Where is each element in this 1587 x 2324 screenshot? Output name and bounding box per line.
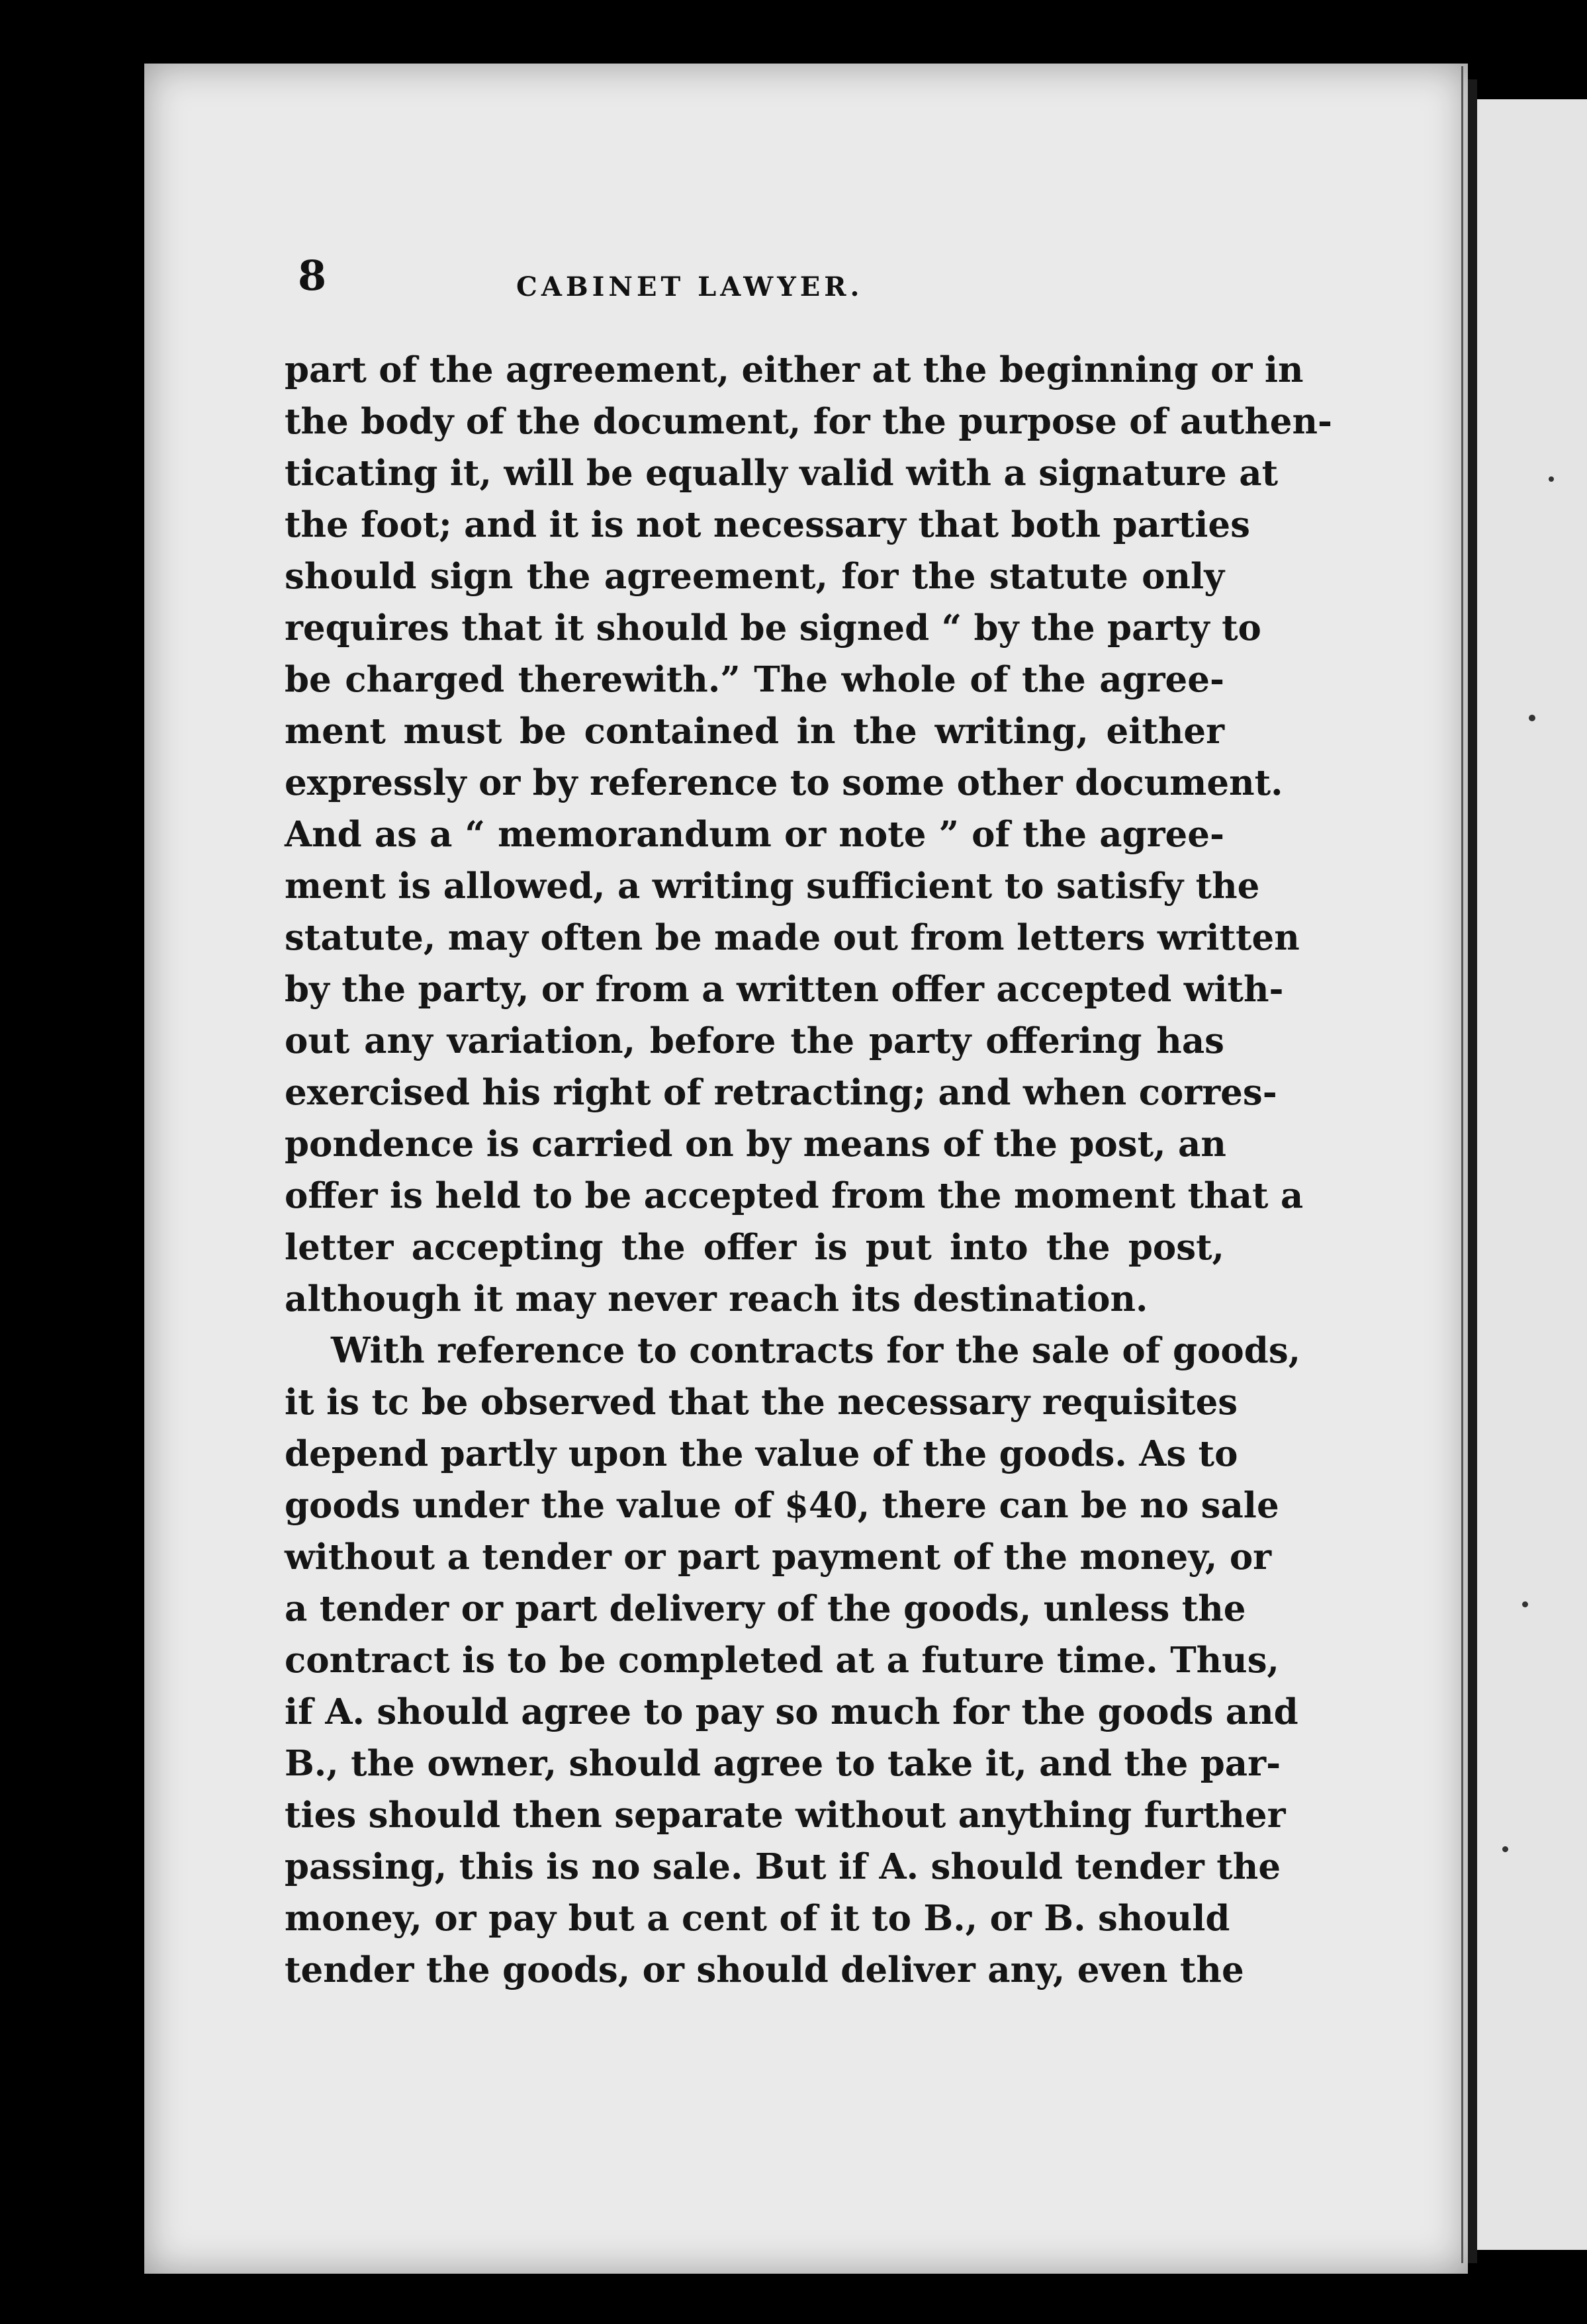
text-line: should sign the agreement, for the statute only bbox=[285, 556, 1224, 597]
text-line: pondence is carried on by means of the post, an bbox=[285, 1124, 1226, 1165]
text-line: ticating it, will be equally valid with a signature at bbox=[285, 453, 1279, 494]
text-line: B., the owner, should agree to take it, and the par- bbox=[285, 1743, 1281, 1784]
page-gutter-edge bbox=[1468, 79, 1477, 2263]
text-line: And as a “ memorandum or note ” of the agree- bbox=[285, 814, 1224, 855]
text-line: the body of the document, for the purpose of authen- bbox=[285, 401, 1333, 442]
text-line: the foot; and it is not necessary that both parties bbox=[285, 504, 1250, 545]
text-line: statute, may often be made out from letters written bbox=[285, 917, 1300, 958]
text-line: depend partly upon the value of the goods. As to bbox=[285, 1433, 1238, 1474]
running-head: CABINET LAWYER. bbox=[516, 271, 864, 302]
text-line: contract is to be completed at a future time. Thus, bbox=[285, 1640, 1279, 1681]
text-line: part of the agreement, either at the beginning or in bbox=[285, 349, 1304, 390]
text-line: if A. should agree to pay so much for the goods and bbox=[285, 1691, 1298, 1732]
text-line: exercised his right of retracting; and when corres- bbox=[285, 1072, 1277, 1113]
text-line: ties should then separate without anything further bbox=[285, 1795, 1286, 1836]
text-line: be charged therewith.” The whole of the agree- bbox=[285, 659, 1224, 700]
text-line: goods under the value of $40, there can be no sale bbox=[285, 1485, 1279, 1526]
paragraph-1 bbox=[285, 344, 1333, 1325]
text-line: out any variation, before the party offering has bbox=[285, 1020, 1224, 1061]
scan-speck bbox=[1549, 476, 1554, 482]
facing-page-sliver bbox=[1477, 99, 1587, 2250]
text-line: although it may never reach its destination. bbox=[285, 1278, 1148, 1319]
text-line: passing, this is no sale. But if A. should tender the bbox=[285, 1846, 1281, 1887]
text-line: letter accepting the offer is put into the post, bbox=[285, 1227, 1224, 1268]
text-line: tender the goods, or should deliver any, even the bbox=[285, 1949, 1244, 1990]
scan-speck bbox=[1502, 1846, 1508, 1852]
page-number: 8 bbox=[298, 251, 327, 300]
text-line: expressly or by reference to some other document. bbox=[285, 762, 1283, 803]
text-line: a tender or part delivery of the goods, unless the bbox=[285, 1588, 1246, 1629]
page-fold-line bbox=[1461, 66, 1463, 2263]
text-line: requires that it should be signed “ by the party to bbox=[285, 607, 1261, 648]
text-line: by the party, or from a written offer accepted with- bbox=[285, 969, 1284, 1010]
text-line: it is tc be observed that the necessary requisites bbox=[285, 1382, 1238, 1423]
text-line: offer is held to be accepted from the moment that a bbox=[285, 1175, 1304, 1216]
paragraph-2 bbox=[285, 1325, 1301, 1996]
text-line: without a tender or part payment of the money, or bbox=[285, 1537, 1272, 1578]
text-line: ment is allowed, a writing sufficient to satisfy the bbox=[285, 866, 1260, 907]
body-text bbox=[285, 344, 1333, 1996]
text-line: With reference to contracts for the sale of goods, bbox=[331, 1330, 1301, 1371]
text-line: ment must be contained in the writing, either bbox=[285, 711, 1224, 752]
text-line: money, or pay but a cent of it to B., or B. should bbox=[285, 1898, 1230, 1939]
scan-speck bbox=[1529, 715, 1535, 721]
scan-speck bbox=[1522, 1601, 1528, 1607]
